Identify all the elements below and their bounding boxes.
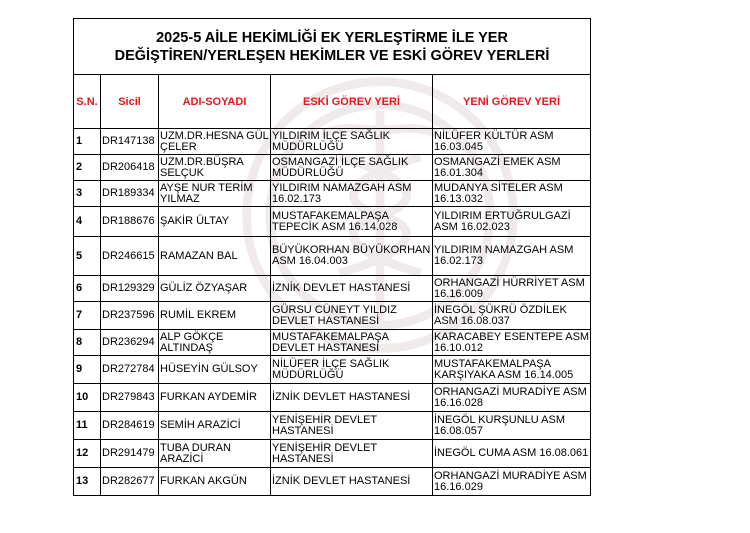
table-row bbox=[74, 207, 591, 237]
row-sicil: DR129329 bbox=[101, 276, 159, 302]
row-new-position: MUSTAFAKEMALPAŞA KARŞIYAKA ASM 16.14.005 bbox=[433, 356, 591, 384]
row-old-position: İZNİK DEVLET HASTANESİ bbox=[271, 276, 433, 302]
header-yeni-gorev: YENİ GÖREV YERİ bbox=[433, 75, 591, 129]
row-name: RAMAZAN BAL bbox=[159, 237, 271, 276]
row-new-position: OSMANGAZİ EMEK ASM 16.01.304 bbox=[433, 155, 591, 181]
header-sicil: Sicil bbox=[101, 75, 159, 129]
row-new-position: MUDANYA SİTELER ASM 16.13.032 bbox=[433, 181, 591, 207]
row-name: UZM.DR.HESNA GÜL ÇELER bbox=[160, 129, 269, 153]
row-new-position: İNEGÖL ŞÜKRÜ ÖZDİLEK ASM 16.08.037 bbox=[433, 302, 591, 330]
row-name: ŞAKİR ÜLTAY bbox=[159, 207, 271, 237]
row-name: AYŞE NUR TERİM YILMAZ bbox=[159, 181, 271, 207]
row-number: 4 bbox=[74, 207, 101, 237]
row-number: 11 bbox=[74, 412, 101, 440]
row-number: 13 bbox=[74, 468, 101, 496]
row-old-position: NİLÜFER İLÇE SAĞLIK MÜDÜRLÜĞÜ bbox=[271, 356, 433, 384]
title-line-2: DEĞİŞTİREN/YERLEŞEN HEKİMLER VE ESKİ GÖREV YERLERİ bbox=[114, 47, 550, 64]
table-row bbox=[74, 356, 591, 384]
row-number: 10 bbox=[74, 384, 101, 412]
header-sn: S.N. bbox=[74, 75, 101, 129]
row-sicil: DR206418 bbox=[101, 155, 159, 181]
row-sicil: DR188676 bbox=[101, 207, 159, 237]
row-new-position: ORHANGAZİ MURADİYE ASM 16.16.028 bbox=[433, 384, 591, 412]
row-old-position: İZNİK DEVLET HASTANESİ bbox=[271, 468, 433, 496]
table-row bbox=[74, 276, 591, 302]
row-old-position: OSMANGAZİ İLÇE SAĞLIK MÜDÜRLÜĞÜ bbox=[271, 155, 433, 181]
row-number: 6 bbox=[74, 276, 101, 302]
table-row bbox=[74, 129, 591, 155]
row-sicil: DR279843 bbox=[101, 384, 159, 412]
row-new-position: ORHANGAZİ HÜRRİYET ASM 16.16.009 bbox=[433, 276, 591, 302]
row-name: RUMİL EKREM bbox=[159, 302, 271, 330]
row-sicil: DR284619 bbox=[101, 412, 159, 440]
table-row bbox=[74, 384, 591, 412]
row-old-position: MUSTAFAKEMALPAŞA DEVLET HASTANESİ bbox=[271, 330, 433, 356]
row-number: 9 bbox=[74, 356, 101, 384]
row-number: 2 bbox=[74, 155, 101, 181]
row-number: 1 bbox=[74, 129, 101, 155]
header-adsoyad: ADI-SOYADI bbox=[159, 75, 271, 129]
row-new-position: NİLÜFER KÜLTÜR ASM 16.03.045 bbox=[433, 129, 591, 155]
row-old-position: YENİŞEHİR DEVLET HASTANESİ bbox=[271, 412, 433, 440]
row-new-position: İNEGÖL KURŞUNLU ASM 16.08.057 bbox=[433, 412, 591, 440]
row-name: HÜSEYİN GÜLSOY bbox=[159, 356, 271, 384]
row-old-position: MUSTAFAKEMALPAŞA TEPECİK ASM 16.14.028 bbox=[271, 207, 433, 237]
row-sicil: DR291479 bbox=[101, 440, 159, 468]
table-row bbox=[74, 155, 591, 181]
title-line-1: 2025-5 AİLE HEKİMLİĞİ EK YERLEŞTİRME İLE YER bbox=[156, 29, 508, 46]
row-name: GÜLİZ ÖZYAŞAR bbox=[159, 276, 271, 302]
table-row bbox=[74, 412, 591, 440]
row-name: FURKAN AYDEMİR bbox=[159, 384, 271, 412]
row-new-position: YILDIRIM ERTUĞRULGAZİ ASM 16.02.023 bbox=[433, 207, 591, 237]
row-new-position: YILDIRIM NAMAZGAH ASM 16.02.173 bbox=[433, 237, 591, 276]
row-old-position: BÜYÜKORHAN BÜYÜKORHAN ASM 16.04.003 bbox=[271, 237, 433, 276]
row-sicil: DR147138 bbox=[101, 129, 159, 155]
row-old-position: İZNİK DEVLET HASTANESİ bbox=[271, 384, 433, 412]
row-old-position: YENİŞEHİR DEVLET HASTANESİ bbox=[271, 440, 433, 468]
table-row bbox=[74, 237, 591, 276]
doctor-placement-table bbox=[73, 18, 591, 496]
row-name: FURKAN AKGÜN bbox=[159, 468, 271, 496]
table-row bbox=[74, 181, 591, 207]
table-row bbox=[74, 330, 591, 356]
table-row bbox=[74, 302, 591, 330]
row-sicil: DR189334 bbox=[101, 181, 159, 207]
row-new-position: KARACABEY ESENTEPE ASM 16.10.012 bbox=[434, 330, 590, 354]
table-row bbox=[74, 440, 591, 468]
row-sicil: DR237596 bbox=[101, 302, 159, 330]
row-new-position: ORHANGAZİ MURADİYE ASM 16.16.029 bbox=[433, 468, 591, 496]
row-old-position: YILDIRIM İLÇE SAĞLIK MÜDÜRLÜĞÜ bbox=[271, 129, 433, 155]
row-number: 8 bbox=[74, 330, 101, 356]
row-sicil: DR282677 bbox=[101, 468, 159, 496]
row-sicil: DR272784 bbox=[101, 356, 159, 384]
row-number: 3 bbox=[74, 181, 101, 207]
table-row bbox=[74, 468, 591, 496]
row-name: ALP GÖKÇE ALTINDAŞ bbox=[159, 330, 271, 356]
header-eski-gorev: ESKİ GÖREV YERİ bbox=[271, 75, 433, 129]
row-number: 5 bbox=[74, 237, 101, 276]
row-number: 7 bbox=[74, 302, 101, 330]
row-sicil: DR236294 bbox=[101, 330, 159, 356]
row-name: SEMİH ARAZİCİ bbox=[159, 412, 271, 440]
row-old-position: GÜRSU CÜNEYT YILDIZ DEVLET HASTANESİ bbox=[271, 302, 433, 330]
row-old-position: YILDIRIM NAMAZGAH ASM 16.02.173 bbox=[271, 181, 433, 207]
page-title bbox=[74, 19, 591, 75]
row-new-position: İNEGÖL CUMA ASM 16.08.061 bbox=[433, 440, 591, 468]
row-sicil: DR246615 bbox=[101, 237, 159, 276]
table-header-row bbox=[74, 75, 591, 129]
row-name: TUBA DURAN ARAZİCİ bbox=[159, 440, 271, 468]
row-name: UZM.DR.BÜŞRA SELÇUK bbox=[159, 155, 271, 181]
row-number: 12 bbox=[74, 440, 101, 468]
